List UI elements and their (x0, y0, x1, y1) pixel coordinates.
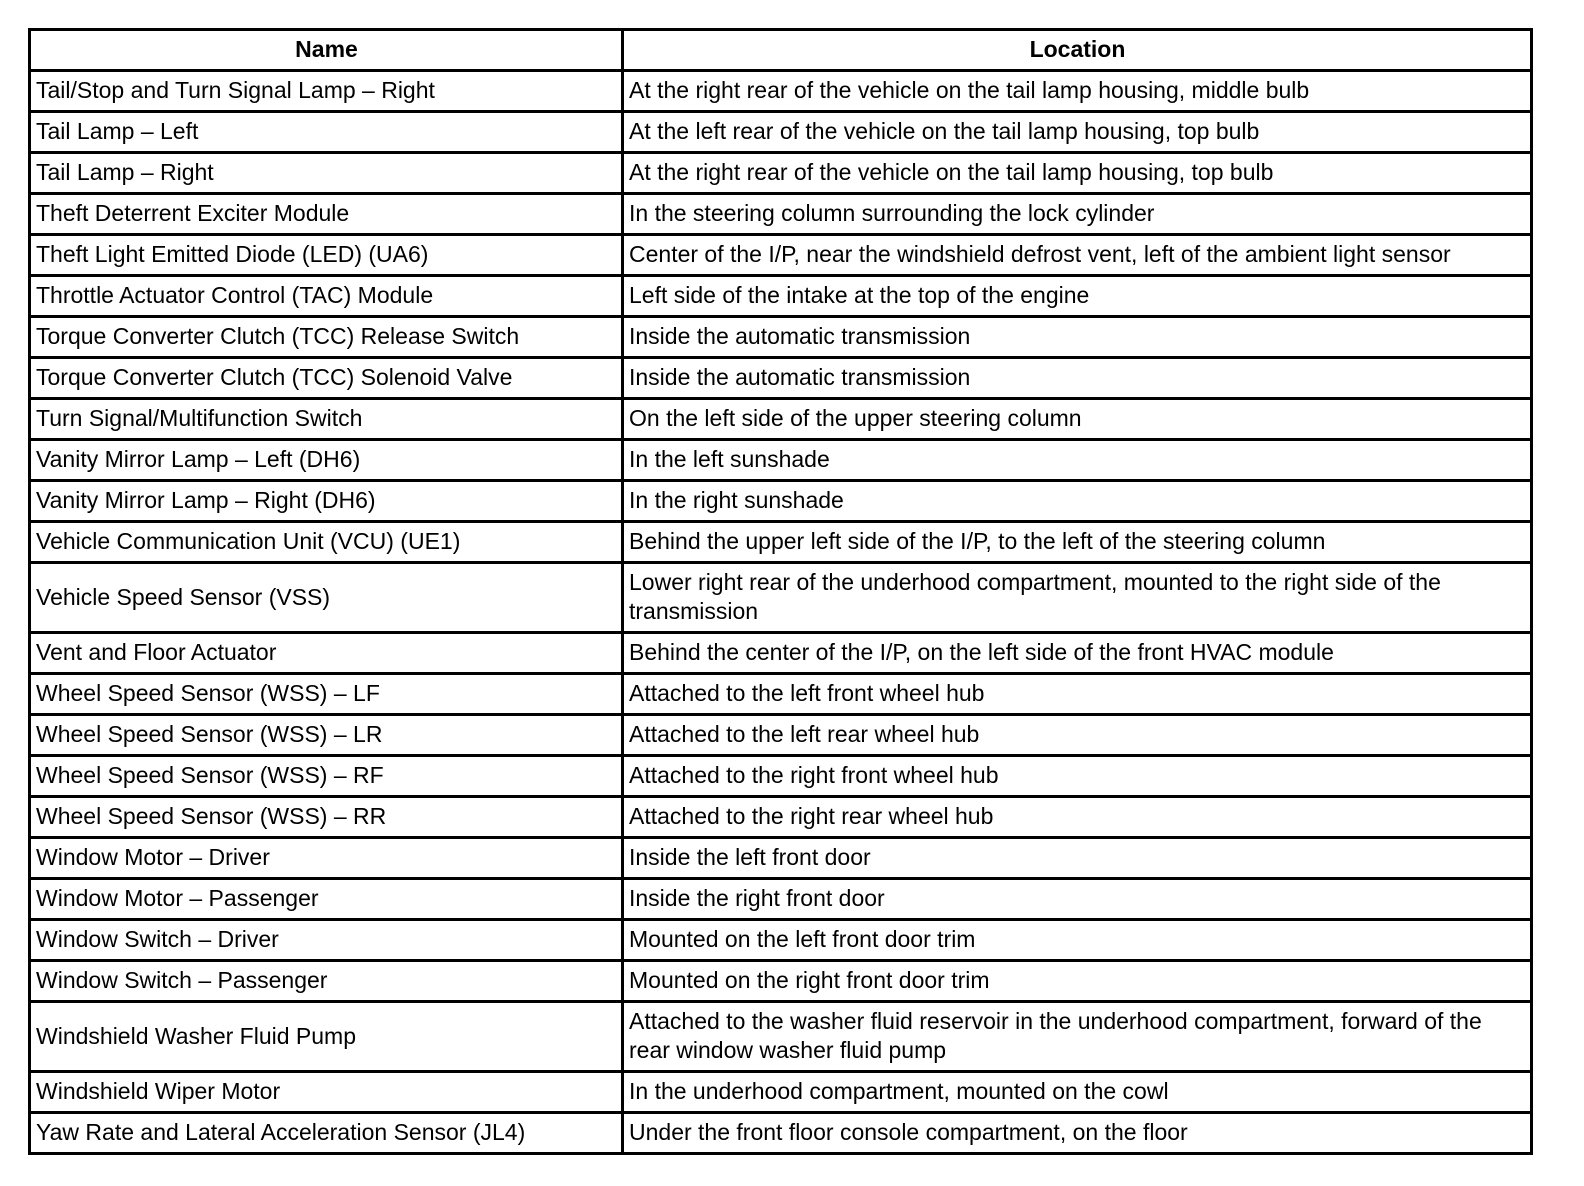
component-name-cell: Throttle Actuator Control (TAC) Module (30, 276, 623, 317)
table-row (30, 674, 1532, 715)
component-location-cell: Attached to the left front wheel hub (623, 674, 1532, 715)
component-location-cell: Inside the left front door (623, 838, 1532, 879)
component-name-cell: Window Motor – Driver (30, 838, 623, 879)
table-row (30, 194, 1532, 235)
component-name-cell: Vehicle Speed Sensor (VSS) (30, 563, 623, 633)
table-row (30, 399, 1532, 440)
table-row (30, 756, 1532, 797)
table-row (30, 961, 1532, 1002)
name-column-header: Name (30, 30, 623, 71)
table-row (30, 920, 1532, 961)
component-location-cell: Inside the automatic transmission (623, 358, 1532, 399)
table-row (30, 153, 1532, 194)
table-row (30, 71, 1532, 112)
component-name-cell: Wheel Speed Sensor (WSS) – LF (30, 674, 623, 715)
table-row (30, 317, 1532, 358)
component-name-cell: Vent and Floor Actuator (30, 633, 623, 674)
component-location-cell: At the right rear of the vehicle on the tail lamp housing, top bulb (623, 153, 1532, 194)
component-location-cell: In the underhood compartment, mounted on the cowl (623, 1072, 1532, 1113)
component-location-cell: Attached to the washer fluid reservoir in the underhood compartment, forward of the rear window washer fluid pump (623, 1002, 1532, 1072)
table-row (30, 522, 1532, 563)
table-row (30, 879, 1532, 920)
component-name-cell: Torque Converter Clutch (TCC) Release Switch (30, 317, 623, 358)
component-name-cell: Vanity Mirror Lamp – Left (DH6) (30, 440, 623, 481)
table-row (30, 1072, 1532, 1113)
component-location-cell: Mounted on the left front door trim (623, 920, 1532, 961)
component-location-cell: At the left rear of the vehicle on the tail lamp housing, top bulb (623, 112, 1532, 153)
component-name-cell: Tail Lamp – Right (30, 153, 623, 194)
component-location-cell: In the right sunshade (623, 481, 1532, 522)
table-row (30, 838, 1532, 879)
component-location-cell: Attached to the right front wheel hub (623, 756, 1532, 797)
table-row (30, 1002, 1532, 1072)
component-location-cell: Inside the right front door (623, 879, 1532, 920)
table-row (30, 112, 1532, 153)
component-location-cell: Behind the upper left side of the I/P, to the left of the steering column (623, 522, 1532, 563)
table-row (30, 235, 1532, 276)
table-row (30, 1113, 1532, 1154)
component-name-cell: Torque Converter Clutch (TCC) Solenoid Valve (30, 358, 623, 399)
component-location-cell: Mounted on the right front door trim (623, 961, 1532, 1002)
component-name-cell: Window Switch – Driver (30, 920, 623, 961)
component-location-cell: Left side of the intake at the top of the engine (623, 276, 1532, 317)
table-row (30, 440, 1532, 481)
table-row (30, 633, 1532, 674)
component-name-cell: Vanity Mirror Lamp – Right (DH6) (30, 481, 623, 522)
component-name-cell: Window Switch – Passenger (30, 961, 623, 1002)
component-location-cell: Under the front floor console compartment, on the floor (623, 1113, 1532, 1154)
component-name-cell: Wheel Speed Sensor (WSS) – LR (30, 715, 623, 756)
component-location-cell: Inside the automatic transmission (623, 317, 1532, 358)
component-location-cell: Center of the I/P, near the windshield defrost vent, left of the ambient light sensor (623, 235, 1532, 276)
component-name-cell: Theft Light Emitted Diode (LED) (UA6) (30, 235, 623, 276)
table-row (30, 715, 1532, 756)
component-location-cell: In the steering column surrounding the lock cylinder (623, 194, 1532, 235)
location-column-header: Location (623, 30, 1532, 71)
component-location-table (28, 28, 1533, 1155)
component-location-cell: Attached to the right rear wheel hub (623, 797, 1532, 838)
component-name-cell: Tail/Stop and Turn Signal Lamp – Right (30, 71, 623, 112)
component-name-cell: Window Motor – Passenger (30, 879, 623, 920)
component-location-cell: At the right rear of the vehicle on the tail lamp housing, middle bulb (623, 71, 1532, 112)
component-name-cell: Turn Signal/Multifunction Switch (30, 399, 623, 440)
component-location-cell: On the left side of the upper steering column (623, 399, 1532, 440)
component-name-cell: Tail Lamp – Left (30, 112, 623, 153)
component-name-cell: Windshield Wiper Motor (30, 1072, 623, 1113)
table-header-row (30, 30, 1532, 71)
component-location-cell: Lower right rear of the underhood compartment, mounted to the right side of the transmission (623, 563, 1532, 633)
table-row (30, 358, 1532, 399)
component-location-cell: Attached to the left rear wheel hub (623, 715, 1532, 756)
table-row (30, 276, 1532, 317)
component-location-cell: Behind the center of the I/P, on the left side of the front HVAC module (623, 633, 1532, 674)
table-row (30, 563, 1532, 633)
component-name-cell: Windshield Washer Fluid Pump (30, 1002, 623, 1072)
table-row (30, 797, 1532, 838)
component-name-cell: Theft Deterrent Exciter Module (30, 194, 623, 235)
component-name-cell: Yaw Rate and Lateral Acceleration Sensor (JL4) (30, 1113, 623, 1154)
component-name-cell: Wheel Speed Sensor (WSS) – RR (30, 797, 623, 838)
table-row (30, 481, 1532, 522)
component-name-cell: Wheel Speed Sensor (WSS) – RF (30, 756, 623, 797)
component-name-cell: Vehicle Communication Unit (VCU) (UE1) (30, 522, 623, 563)
component-location-cell: In the left sunshade (623, 440, 1532, 481)
